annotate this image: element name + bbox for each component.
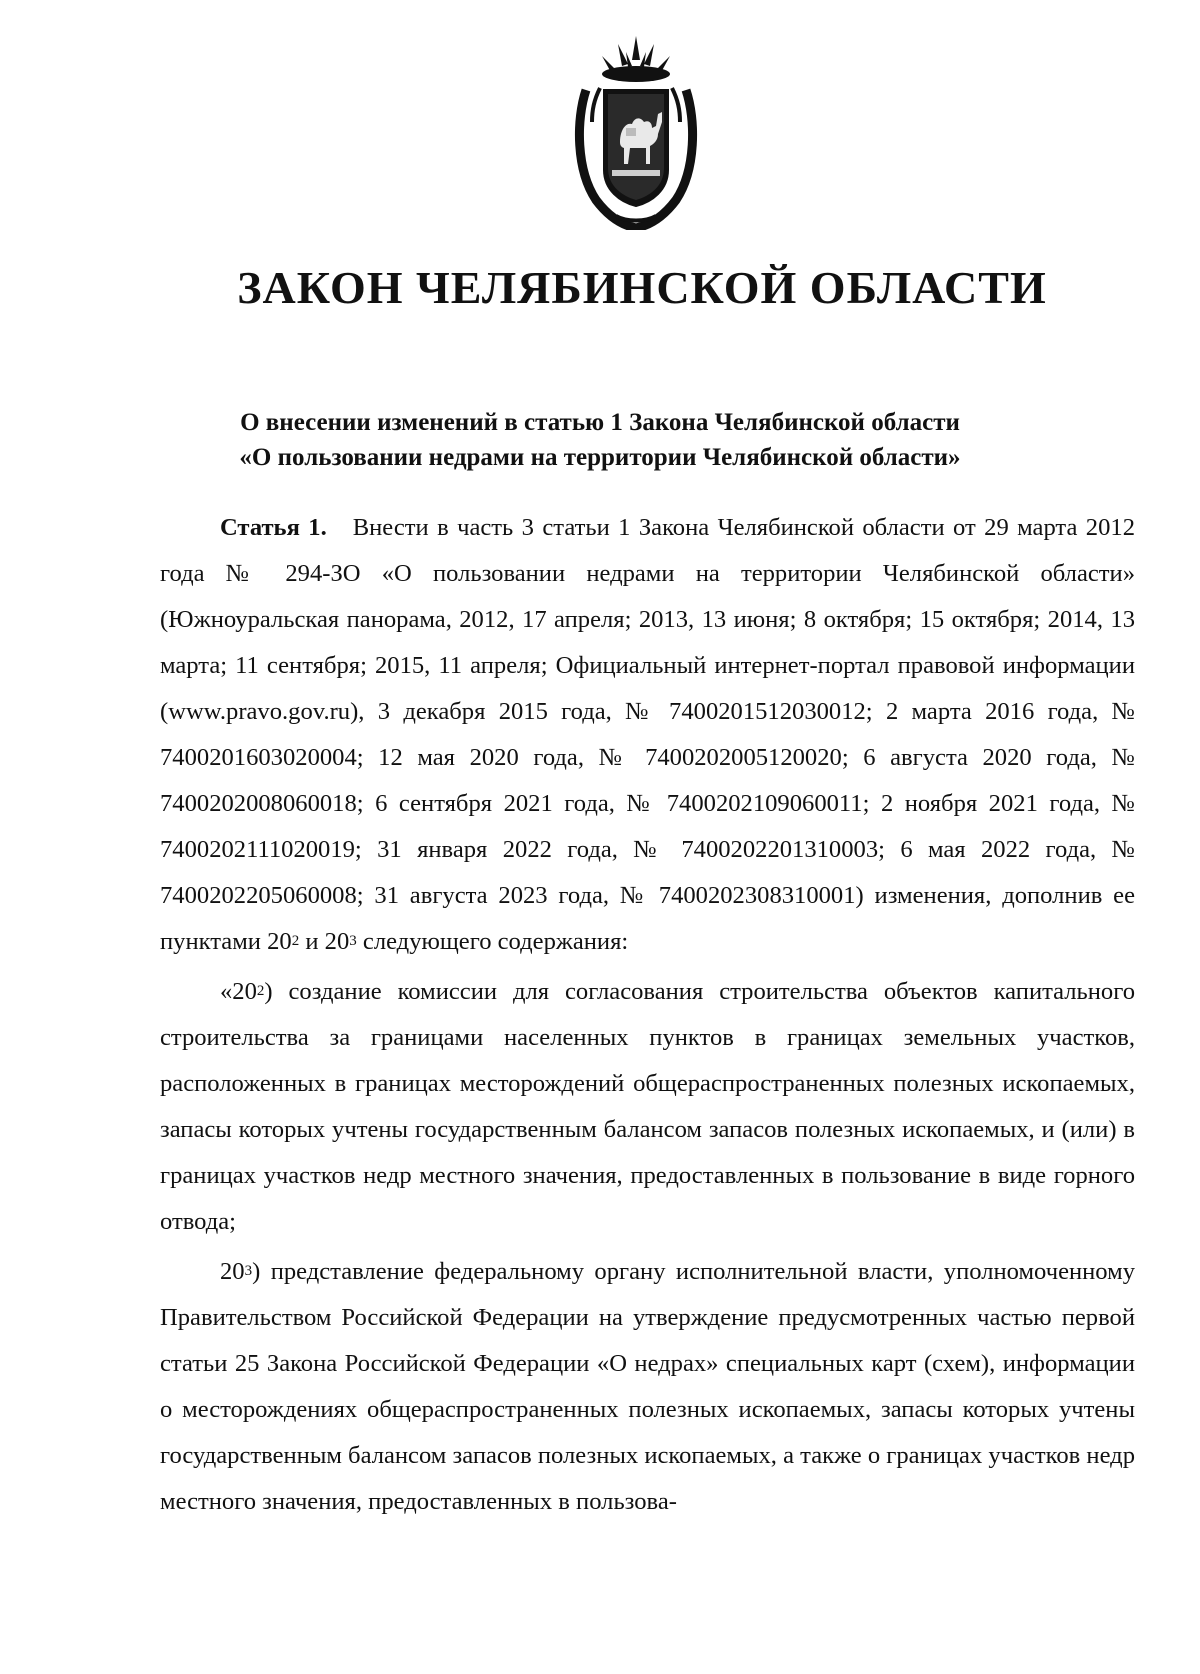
item-text: ) создание комиссии для согласования строительства объектов капитального строительства за границами населенных пунктов в границах земельных участков, расположенных в границах месторождений общераспространенных полезных ископаемых, запасы которых учтены государственным балансом запасов полезных ископаемых, и (или) в границах участков недр местного значения, предоставленных в пользование в виде горного отвода; [160, 978, 1135, 1235]
superscript: 3 [349, 933, 357, 949]
superscript: 3 [244, 1263, 253, 1279]
law-subtitle [0, 405, 1200, 475]
item-paragraph [160, 969, 1135, 1245]
item-number: «20 [220, 978, 257, 1005]
coat-of-arms-icon [566, 30, 706, 230]
subtitle-line-2: «О пользовании недрами на территории Челябинской области» [239, 444, 961, 471]
subtitle-line-1: О внесении изменений в статью 1 Закона Челябинской области [240, 409, 960, 436]
article-label: Статья 1. [220, 514, 327, 541]
article-intro-mid: и 20 [299, 928, 350, 955]
page-title: ЗАКОН ЧЕЛЯБИНСКОЙ ОБЛАСТИ [237, 262, 1047, 313]
law-body [160, 505, 1135, 1525]
article-intro-end: следующего содержания: [356, 928, 629, 955]
superscript: 2 [256, 983, 265, 999]
article-intro-text: Внести в часть 3 статьи 1 Закона Челябинской области от 29 марта 2012 года № 294-ЗО «О пользовании недрами на территории Челябинской области» (Южноуральская панорама, 2012, 17 апреля; 2013, 13 июня; 8 октября; 15 октября; 2014, 13 марта; 11 сентября; 2015, 11 апреля; Официальный интернет-портал правовой информации (www.pravo.gov.ru), 3 декабря 2015 года, № 7400201512030012; 2 марта 2016 года, № 7400201603020004; 12 мая 2020 года, № 7400202005120020; 6 августа 2020 года, № 7400202008060018; 6 сентября 2021 года, № 7400202109060011; 2 ноября 2021 года, № 7400202111020019; 31 января 2022 года, № 7400202201310003; 6 мая 2022 года, № 7400202205060008; 31 августа 2023 года, № 7400202308310001) изменения, дополнив ее пунктами 20 [160, 514, 1135, 955]
item-paragraph [160, 1249, 1135, 1525]
item-number: 20 [220, 1258, 245, 1285]
superscript: 2 [291, 933, 300, 949]
article-paragraph [160, 505, 1135, 965]
item-text: ) представление федеральному органу исполнительной власти, уполномоченному Правительством Российской Федерации на утверждение предусмотренных частью первой статьи 25 Закона Российской Федерации «О недрах» специальных карт (схем), информации о месторождениях общераспространенных полезных ископаемых, запасы которых учтены государственным балансом запасов полезных ископаемых, а также о границах участков недр местного значения, предоставленных в пользова- [160, 1258, 1135, 1515]
